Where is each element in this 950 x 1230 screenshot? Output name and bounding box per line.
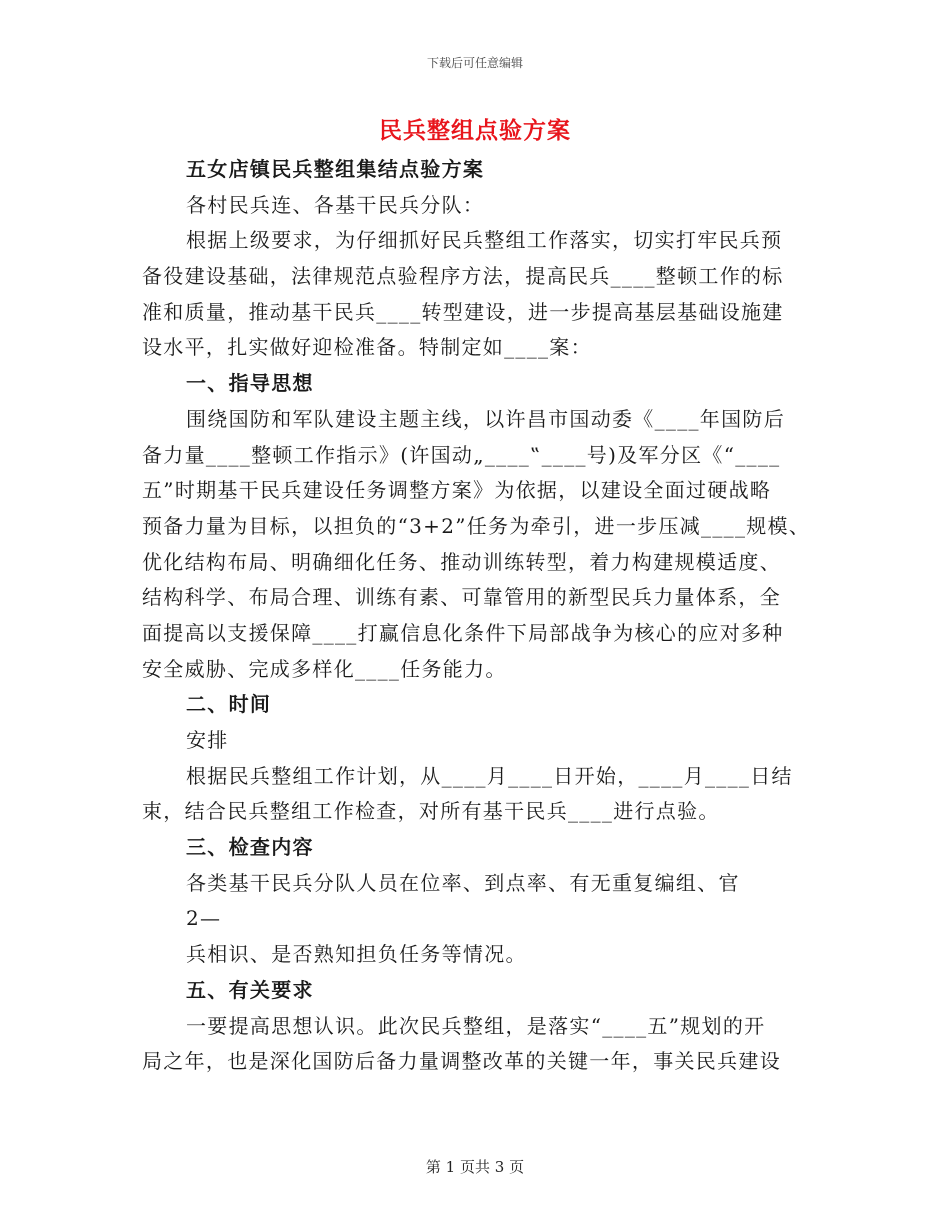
paragraph-line: 一要提高思想认识。此次民兵整组，是落实“____五”规划的开 — [186, 1013, 766, 1038]
paragraph-line: 设水平，扎实做好迎检准备。特制定如____案： — [142, 335, 592, 360]
paragraph-line: 优化结构布局、明确细化任务、推动训练转型，着力构建规模适度、 — [142, 549, 781, 574]
paragraph-line: 各类基干民兵分队人员在位率、到点率、有无重复编组、官 — [186, 870, 740, 895]
section-heading: 五、有关要求 — [186, 977, 314, 1002]
paragraph-line: 备役建设基础，法律规范点验程序方法，提高民兵____整顿工作的标 — [142, 264, 784, 289]
paragraph-line: 备力量____整顿工作指示》(许国动„____‟____号)及军分区《“____ — [142, 442, 781, 467]
header-note: 下载后可任意编辑 — [426, 56, 523, 70]
paragraph-line: 五”时期基干民兵建设任务调整方案》为依据，以建设全面过硬战略 — [142, 478, 772, 503]
section-heading: 二、时间 — [186, 692, 272, 717]
paragraph-line: 根据民兵整组工作计划，从____月____日开始，____月____日结 — [186, 763, 793, 788]
paragraph-line: 各村民兵连、各基干民兵分队： — [186, 192, 485, 217]
paragraph-line: 束，结合民兵整组工作检查，对所有基干民兵____进行点验。 — [142, 799, 720, 824]
paragraph-line: 结构科学、布局合理、训练有素、可靠管用的新型民兵力量体系，全 — [142, 585, 781, 610]
section-heading: 一、指导思想 — [186, 371, 314, 396]
paragraph-line: 预备力量为目标，以担负的“3+2”任务为牵引，进一步压减____规模、 — [142, 513, 811, 538]
paragraph-line: 兵相识、是否熟知担负任务等情况。 — [186, 942, 527, 967]
paragraph-line: 安全威胁、完成多样化____任务能力。 — [142, 656, 507, 681]
section-heading: 三、检查内容 — [186, 835, 314, 860]
section-heading: 五女店镇民兵整组集结点验方案 — [186, 157, 485, 181]
paragraph-line: 局之年，也是深化国防后备力量调整改革的关键一年，事关民兵建设 — [142, 1049, 781, 1074]
document-title: 民兵整组点验方案 — [379, 117, 571, 144]
paragraph-line: 面提高以支援保障____打赢信息化条件下局部战争为核心的应对多种 — [142, 620, 784, 645]
paragraph-line: 2— — [186, 906, 222, 931]
paragraph-line: 根据上级要求，为仔细抓好民兵整组工作落实，切实打牢民兵预 — [186, 228, 783, 253]
page-footer: 第 1 页共 3 页 — [425, 1158, 525, 1176]
paragraph-line: 围绕国防和军队建设主题主线，以许昌市国动委《____年国防后 — [186, 406, 785, 431]
paragraph-line: 安排 — [186, 728, 229, 752]
paragraph-line: 准和质量，推动基干民兵____转型建设，进一步提高基层基础设施建 — [142, 299, 784, 324]
document-body — [142, 152, 822, 1080]
